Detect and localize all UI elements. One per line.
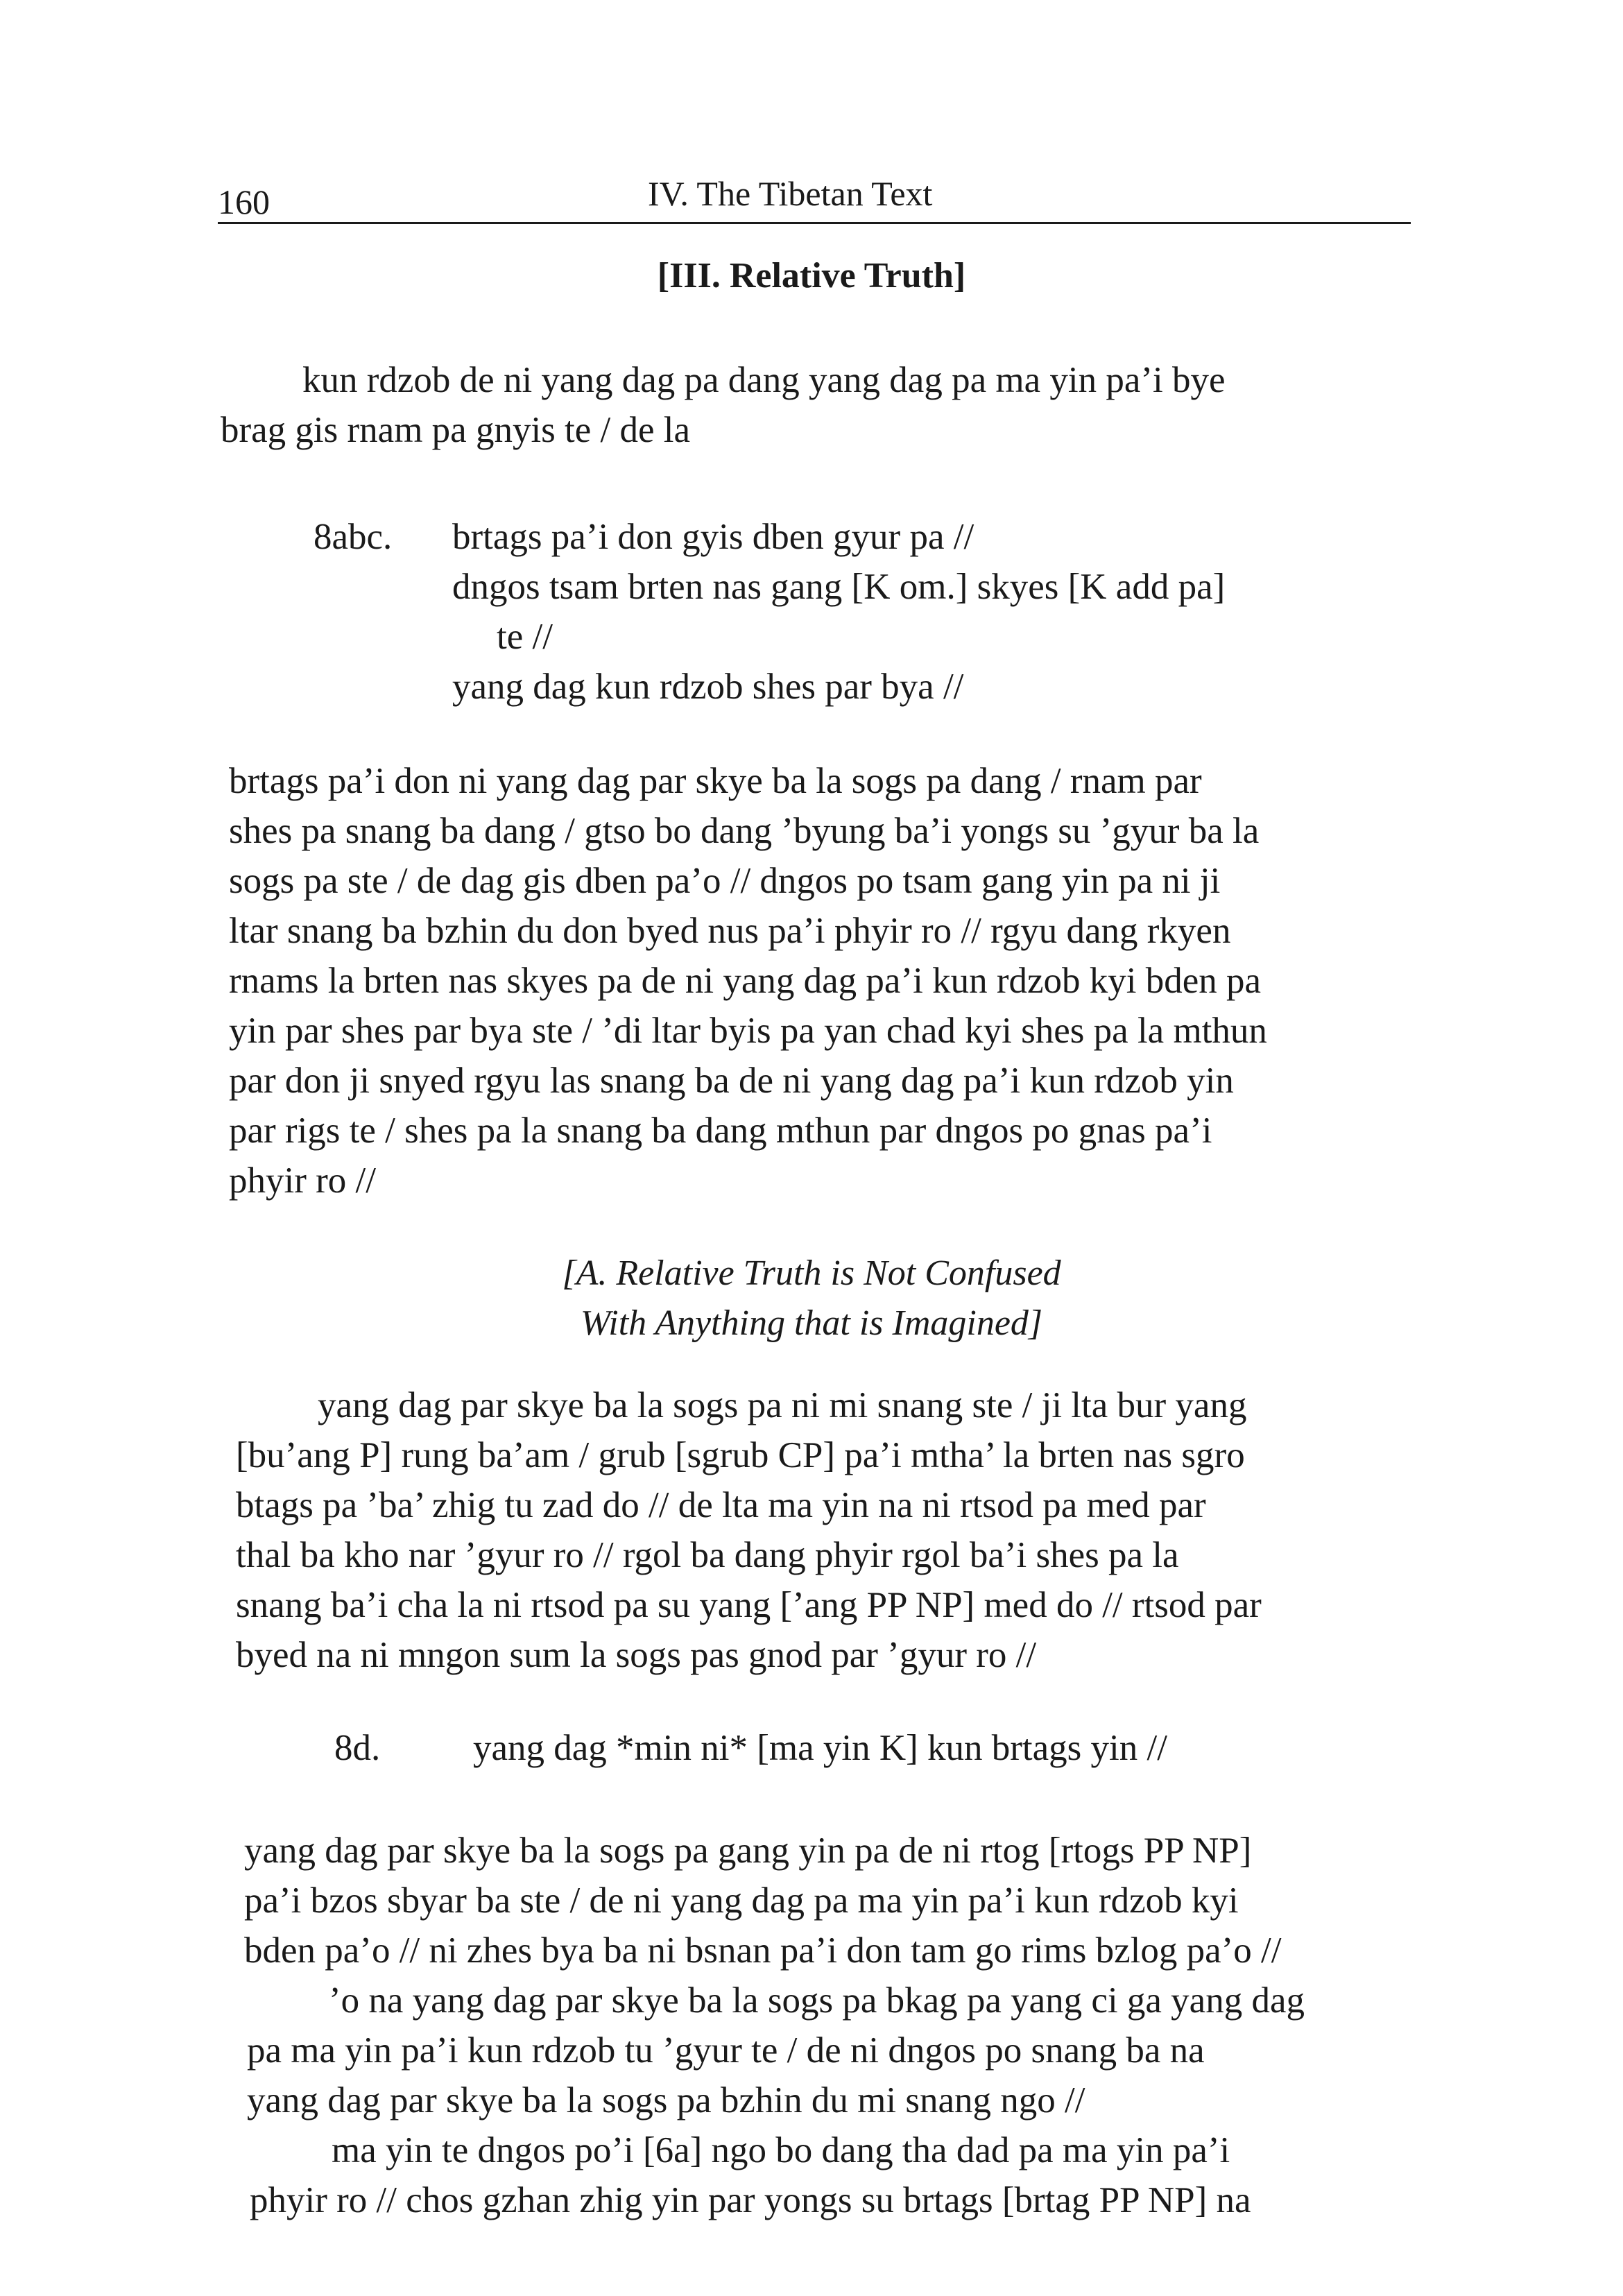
commentary-paragraph-4 <box>247 1976 1305 2125</box>
text-line: kun rdzob de ni yang dag pa dang yang dag pa ma yin pa’i bye <box>302 360 1226 400</box>
verse-line: yang dag kun rdzob shes par bya // <box>452 667 964 707</box>
intro-paragraph <box>221 355 1226 455</box>
text-line: yin par shes par bya ste / ’di ltar byis pa yan chad kyi shes pa la mthun <box>229 1011 1267 1051</box>
text-line: [bu’ang P] rung ba’am / grub [sgrub CP] pa’i mtha’ la brten nas sgro <box>236 1435 1245 1475</box>
text-line: yang dag par skye ba la sogs pa bzhin du mi snang ngo // <box>247 2080 1085 2121</box>
text-line: byed na ni mngon sum la sogs pas gnod par ’gyur ro // <box>236 1635 1037 1675</box>
verse-reference: 8abc. <box>314 517 393 557</box>
text-line: btags pa ’ba’ zhig tu zad do // de lta ma yin na ni rtsod pa med par <box>236 1485 1206 1525</box>
text-line: pa’i bzos sbyar ba ste / de ni yang dag pa ma yin pa’i kun rdzob kyi <box>244 1881 1239 1921</box>
subheading-line: With Anything that is Imagined] <box>580 1303 1043 1343</box>
text-line: thal ba kho nar ’gyur ro // rgol ba dang phyir rgol ba’i shes pa la <box>236 1535 1179 1575</box>
running-head <box>218 173 1411 229</box>
subheading-A <box>0 1249 1623 1348</box>
text-line: par rigs te / shes pa la snang ba dang mthun par dngos po gnas pa’i <box>229 1111 1212 1151</box>
verse-8abc <box>314 512 1423 712</box>
verse-line: te // <box>497 617 553 657</box>
text-line: brtags pa’i don ni yang dag par skye ba la sogs pa dang / rnam par <box>229 761 1202 801</box>
text-line: rnams la brten nas skyes pa de ni yang dag pa’i kun rdzob kyi bden pa <box>229 961 1262 1001</box>
text-line: shes pa snang ba dang / gtso bo dang ’byung ba’i yongs su ’gyur ba la <box>229 811 1260 851</box>
text-line: bden pa’o // ni zhes bya ba ni bsnan pa’i don tam go rims bzlog pa’o // <box>244 1930 1282 1971</box>
text-line: yang dag par skye ba la sogs pa gang yin pa de ni rtog [rtogs PP NP] <box>244 1831 1252 1871</box>
text-line: yang dag par skye ba la sogs pa ni mi snang ste / ji lta bur yang <box>318 1385 1247 1425</box>
text-line: phyir ro // chos gzhan zhig yin par yongs su brtags [brtag PP NP] na <box>250 2180 1251 2220</box>
text-line: sogs pa ste / de dag gis dben pa’o // dngos po tsam gang yin pa ni ji <box>229 861 1221 901</box>
commentary-paragraph-3 <box>244 1826 1281 1976</box>
text-line: brag gis rnam pa gnyis te / de la <box>221 410 691 450</box>
commentary-paragraph-1 <box>229 756 1267 1206</box>
running-title: IV. The Tibetan Text <box>648 174 933 213</box>
verse-8d <box>334 1723 1444 1773</box>
verse-line: brtags pa’i don gyis dben gyur pa // <box>452 517 974 557</box>
header-rule <box>218 222 1411 224</box>
text-line: phyir ro // <box>229 1160 376 1201</box>
verse-line: dngos tsam brten nas gang [K om.] skyes [K add pa] <box>452 567 1226 607</box>
text-line: snang ba’i cha la ni rtsod pa su yang [’ang PP NP] med do // rtsod par <box>236 1585 1262 1625</box>
text-line: pa ma yin pa’i kun rdzob tu ’gyur te / de ni dngos po snang ba na <box>247 2030 1205 2071</box>
commentary-paragraph-5 <box>250 2125 1251 2225</box>
commentary-paragraph-2 <box>236 1380 1262 1680</box>
text-line: ltar snang ba bzhin du don byed nus pa’i phyir ro // rgyu dang rkyen <box>229 911 1231 951</box>
text-line: ma yin te dngos po’i [6a] ngo bo dang tha dad pa ma yin pa’i <box>332 2130 1230 2170</box>
text-line: ’o na yang dag par skye ba la sogs pa bkag pa yang ci ga yang dag <box>329 1980 1305 2021</box>
verse-line: yang dag *min ni* [ma yin K] kun brtags yin // <box>473 1728 1167 1768</box>
verse-reference: 8d. <box>334 1728 381 1768</box>
text-line: par don ji snyed rgyu las snang ba de ni yang dag pa’i kun rdzob yin <box>229 1061 1234 1101</box>
page-number: 160 <box>218 182 270 221</box>
section-heading: [III. Relative Truth] <box>657 256 966 295</box>
subheading-line: [A. Relative Truth is Not Confused <box>562 1253 1061 1293</box>
